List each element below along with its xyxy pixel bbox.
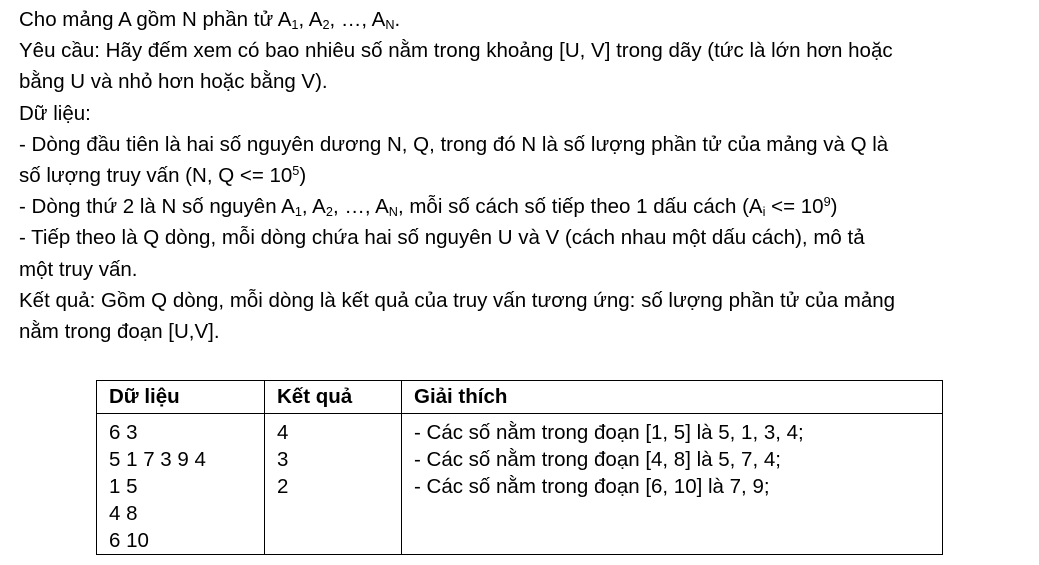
input-heading: Dữ liệu: bbox=[19, 101, 91, 125]
input-cell bbox=[97, 414, 265, 555]
explanation-cell bbox=[402, 414, 943, 555]
input-text: , A bbox=[301, 195, 326, 219]
constraint-text: ) bbox=[299, 164, 307, 188]
problem-statement bbox=[19, 4, 1024, 347]
subscript: 2 bbox=[325, 204, 333, 220]
input-line-1a: - Dòng đầu tiên là hai số nguyên dương N, Q, trong đó N là số lượng phần tử của mảng và Q là bbox=[19, 132, 889, 156]
input-line: 5 1 7 3 9 4 bbox=[109, 448, 206, 471]
subscript: 1 bbox=[294, 204, 302, 220]
input-text: <= 10 bbox=[765, 195, 824, 219]
requirement-line-1: Yêu cầu: Hãy đếm xem có bao nhiêu số nằm trong khoảng [U, V] trong dãy (tức là lớn hơn hoặc bbox=[19, 39, 893, 63]
intro-text: , A bbox=[298, 8, 323, 31]
header-output: Kết quả bbox=[265, 381, 402, 414]
output-line-1: Kết quả: Gồm Q dòng, mỗi dòng là kết quả của truy vấn tương ứng: số lượng phần tử của mảng bbox=[19, 288, 896, 312]
explanation-line: - Các số nằm trong đoạn [4, 8] là 5, 7, 4; bbox=[414, 448, 781, 471]
input-line-2 bbox=[19, 191, 1024, 222]
explanation-line: - Các số nằm trong đoạn [1, 5] là 5, 1, 3, 4; bbox=[414, 421, 804, 444]
subscript: N bbox=[388, 204, 398, 220]
input-text: ) bbox=[830, 195, 838, 219]
output-line: 3 bbox=[277, 448, 289, 471]
input-line: 1 5 bbox=[109, 475, 138, 498]
superscript: 9 bbox=[823, 194, 831, 210]
table-header-row bbox=[97, 381, 943, 414]
intro-line bbox=[19, 4, 1024, 35]
subscript: i bbox=[762, 204, 766, 220]
intro-text: . bbox=[394, 8, 401, 31]
requirement-line-2: bằng U và nhỏ hơn hoặc bằng V). bbox=[19, 70, 328, 94]
input-line: 6 10 bbox=[109, 529, 149, 552]
input-line: 6 3 bbox=[109, 421, 138, 444]
input-text: , mỗi số cách số tiếp theo 1 dấu cách (A bbox=[397, 195, 763, 219]
explanation-line: - Các số nằm trong đoạn [6, 10] là 7, 9; bbox=[414, 475, 770, 498]
output-line: 4 bbox=[277, 421, 289, 444]
header-input: Dữ liệu bbox=[97, 381, 265, 414]
input-line: 4 8 bbox=[109, 502, 138, 525]
superscript: 5 bbox=[292, 163, 300, 179]
input-line-3a: - Tiếp theo là Q dòng, mỗi dòng chứa hai số nguyên U và V (cách nhau một dấu cách), mô tả bbox=[19, 226, 865, 250]
input-text: - Dòng thứ 2 là N số nguyên A bbox=[19, 195, 295, 219]
subscript: N bbox=[385, 17, 395, 33]
intro-text: , …, A bbox=[329, 8, 386, 31]
input-line-1b bbox=[19, 160, 1024, 191]
constraint-text: số lượng truy vấn (N, Q <= 10 bbox=[19, 164, 293, 188]
subscript: 1 bbox=[291, 17, 299, 33]
table-row bbox=[97, 414, 943, 555]
header-explanation: Giải thích bbox=[402, 381, 943, 414]
intro-text: Cho mảng A gồm N phần tử A bbox=[19, 8, 292, 31]
example-table bbox=[96, 380, 943, 555]
output-line: 2 bbox=[277, 475, 289, 498]
output-line-2: nằm trong đoạn [U,V]. bbox=[19, 320, 220, 344]
output-cell bbox=[265, 414, 402, 555]
input-text: , …, A bbox=[332, 195, 389, 219]
input-line-3b: một truy vấn. bbox=[19, 257, 138, 281]
subscript: 2 bbox=[322, 17, 330, 33]
